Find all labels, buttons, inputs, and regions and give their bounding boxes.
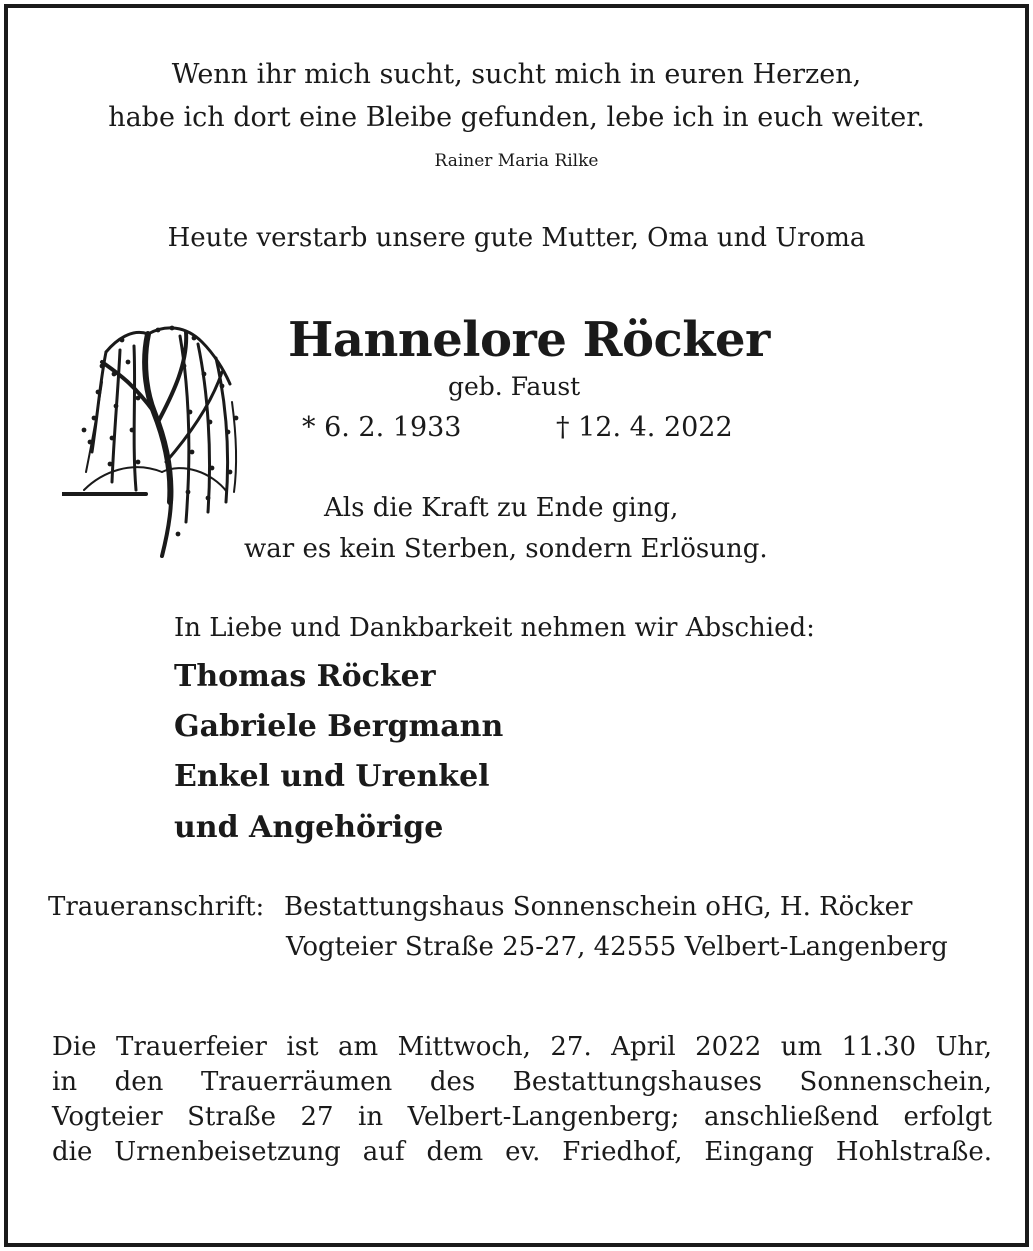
address-line-1: Bestattungshaus Sonnenschein oHG, H. Röcker bbox=[284, 892, 913, 922]
quote-author: Rainer Maria Rilke bbox=[434, 151, 599, 171]
service-line: Die Trauerfeier ist am Mittwoch, 27. April 2022 um 11.30 Uhr, bbox=[52, 1032, 992, 1062]
birth-name: geb. Faust bbox=[448, 372, 581, 401]
address-label: Traueranschrift: bbox=[48, 892, 265, 922]
mourner-name: Enkel und Urenkel bbox=[174, 759, 490, 794]
death-date: † 12. 4. 2022 bbox=[556, 412, 733, 443]
service-line: in den Trauerräumen des Bestattungshauses Sonnenschein, bbox=[52, 1067, 992, 1097]
service-line: die Urnenbeisetzung auf dem ev. Friedhof, Eingang Hohlstraße. bbox=[52, 1137, 992, 1167]
quote-line-1: Wenn ihr mich sucht, sucht mich in euren Herzen, bbox=[171, 59, 862, 90]
mourner-name: Gabriele Bergmann bbox=[174, 709, 504, 744]
address-line-2: Vogteier Straße 25-27, 42555 Velbert-Langenberg bbox=[286, 932, 948, 962]
obituary-card bbox=[4, 4, 1029, 1247]
quote-line-2: habe ich dort eine Bleibe gefunden, lebe ich in euch weiter. bbox=[108, 102, 925, 133]
service-line: Vogteier Straße 27 in Velbert-Langenberg; anschließend erfolgt bbox=[52, 1102, 992, 1132]
verse-line-1: Als die Kraft zu Ende ging, bbox=[324, 493, 679, 523]
verse-line-2: war es kein Sterben, sondern Erlösung. bbox=[244, 534, 768, 564]
mourners-intro: In Liebe und Dankbarkeit nehmen wir Abschied: bbox=[174, 613, 815, 643]
birth-date: * 6. 2. 1933 bbox=[302, 412, 462, 443]
mourner-name: Thomas Röcker bbox=[174, 659, 436, 694]
deceased-name: Hannelore Röcker bbox=[288, 312, 770, 368]
mourner-name: und Angehörige bbox=[174, 810, 444, 845]
weeping-willow-icon bbox=[62, 322, 242, 558]
service-details bbox=[52, 1030, 992, 1170]
intro-text: Heute verstarb unsere gute Mutter, Oma und Uroma bbox=[167, 223, 866, 253]
